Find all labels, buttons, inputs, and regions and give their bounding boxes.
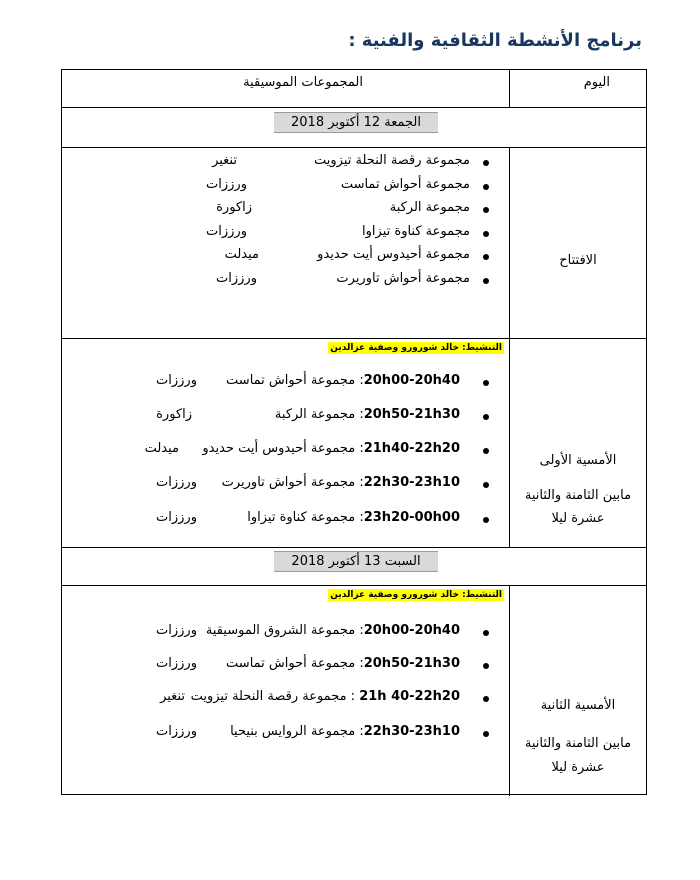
opening-label: الافتتاح bbox=[559, 253, 597, 268]
evening-group: 21h 40-22h20 : مجموعة رقصة النحلة تيزويت bbox=[190, 689, 460, 704]
evening-label: الأمسية الأولى bbox=[539, 453, 617, 468]
column-divider bbox=[509, 70, 510, 107]
bullet-icon bbox=[483, 231, 489, 237]
bullet-icon bbox=[483, 517, 489, 523]
page-title: برنامج الأنشطة الثقافية والفنية : bbox=[348, 30, 642, 51]
opening-group-place: تنغير bbox=[212, 153, 237, 168]
program-table bbox=[61, 69, 647, 795]
animation-credit: التنشيط: خالد شورورو وصفية عزالدين bbox=[330, 343, 502, 353]
evening-group-place: ورززات bbox=[156, 510, 197, 525]
row-divider bbox=[62, 547, 646, 548]
opening-group-place: ورززات bbox=[206, 177, 247, 192]
bullet-icon bbox=[483, 414, 489, 420]
bullet-icon bbox=[483, 663, 489, 669]
evening-label: الأمسية الثانية bbox=[540, 698, 616, 713]
evening-group-place: زاكورة bbox=[156, 407, 192, 422]
column-divider bbox=[509, 147, 510, 547]
row-divider bbox=[62, 585, 646, 586]
evening-group-place: ورززات bbox=[156, 475, 197, 490]
header-day: اليوم bbox=[583, 75, 610, 90]
evening-time-label: مابين الثامنة والثانية bbox=[524, 736, 632, 751]
evening-group: 22h30-23h10: مجموعة أحواش تاوريرت bbox=[221, 475, 460, 490]
bullet-icon bbox=[483, 254, 489, 260]
opening-group-place: زاكورة bbox=[216, 200, 252, 215]
bullet-icon bbox=[483, 630, 489, 636]
evening-time-label: مابين الثامنة والثانية bbox=[524, 488, 632, 503]
evening-group: 23h20-00h00: مجموعة كناوة تيزاوا bbox=[247, 510, 460, 525]
evening-time-label: عشرة ليلا bbox=[551, 511, 605, 526]
evening-group: 21h40-22h20: مجموعة أحيدوس أيت حديدو bbox=[202, 441, 460, 456]
animation-credit: التنشيط: خالد شورورو وصفية عزالدين bbox=[330, 590, 502, 600]
date-banner-day-2: السبت 13 أكتوبر 2018 bbox=[274, 551, 438, 572]
opening-group-name: مجموعة أحيدوس أيت حديدو bbox=[317, 247, 470, 262]
evening-group-place: ورززات bbox=[156, 656, 197, 671]
evening-group: 20h50-21h30: مجموعة أحواش تماست bbox=[226, 656, 460, 671]
bullet-icon bbox=[483, 482, 489, 488]
opening-group-place: ورززات bbox=[206, 224, 247, 239]
opening-group-name: مجموعة رقصة النحلة تيزويت bbox=[314, 153, 470, 168]
opening-group-name: مجموعة كناوة تيزاوا bbox=[362, 224, 470, 239]
header-groups: المجموعات الموسيقية bbox=[243, 75, 363, 90]
bullet-icon bbox=[483, 207, 489, 213]
evening-group-place: ورززات bbox=[156, 724, 197, 739]
evening-group: 20h00-20h40: مجموعة أحواش تماست bbox=[226, 373, 460, 388]
evening-group-place: ميدلت bbox=[144, 441, 179, 456]
bullet-icon bbox=[483, 160, 489, 166]
bullet-icon bbox=[483, 731, 489, 737]
evening-group-place: تنغير bbox=[160, 689, 185, 704]
bullet-icon bbox=[483, 278, 489, 284]
row-divider bbox=[62, 147, 646, 148]
row-divider bbox=[62, 338, 646, 339]
evening-group: 20h50-21h30: مجموعة الركبة bbox=[274, 407, 460, 422]
evening-group: 22h30-23h10: مجموعة الروايس بنيحيا bbox=[230, 724, 460, 739]
opening-group-place: ورززات bbox=[216, 271, 257, 286]
opening-group-name: مجموعة أحواش تاوريرت bbox=[336, 271, 470, 286]
bullet-icon bbox=[483, 448, 489, 454]
opening-group-name: مجموعة الركبة bbox=[389, 200, 470, 215]
date-banner-day-1: الجمعة 12 أكتوبر 2018 bbox=[274, 112, 438, 133]
evening-time-label: عشرة ليلا bbox=[551, 760, 605, 775]
bullet-icon bbox=[483, 380, 489, 386]
bullet-icon bbox=[483, 184, 489, 190]
bullet-icon bbox=[483, 696, 489, 702]
evening-group-place: ورززات bbox=[156, 623, 197, 638]
evening-group-place: ورززات bbox=[156, 373, 197, 388]
opening-group-place: ميدلت bbox=[224, 247, 259, 262]
row-divider bbox=[62, 107, 646, 108]
opening-group-name: مجموعة أحواش تماست bbox=[340, 177, 470, 192]
evening-group: 20h00-20h40: مجموعة الشروق الموسيقية bbox=[205, 623, 460, 638]
